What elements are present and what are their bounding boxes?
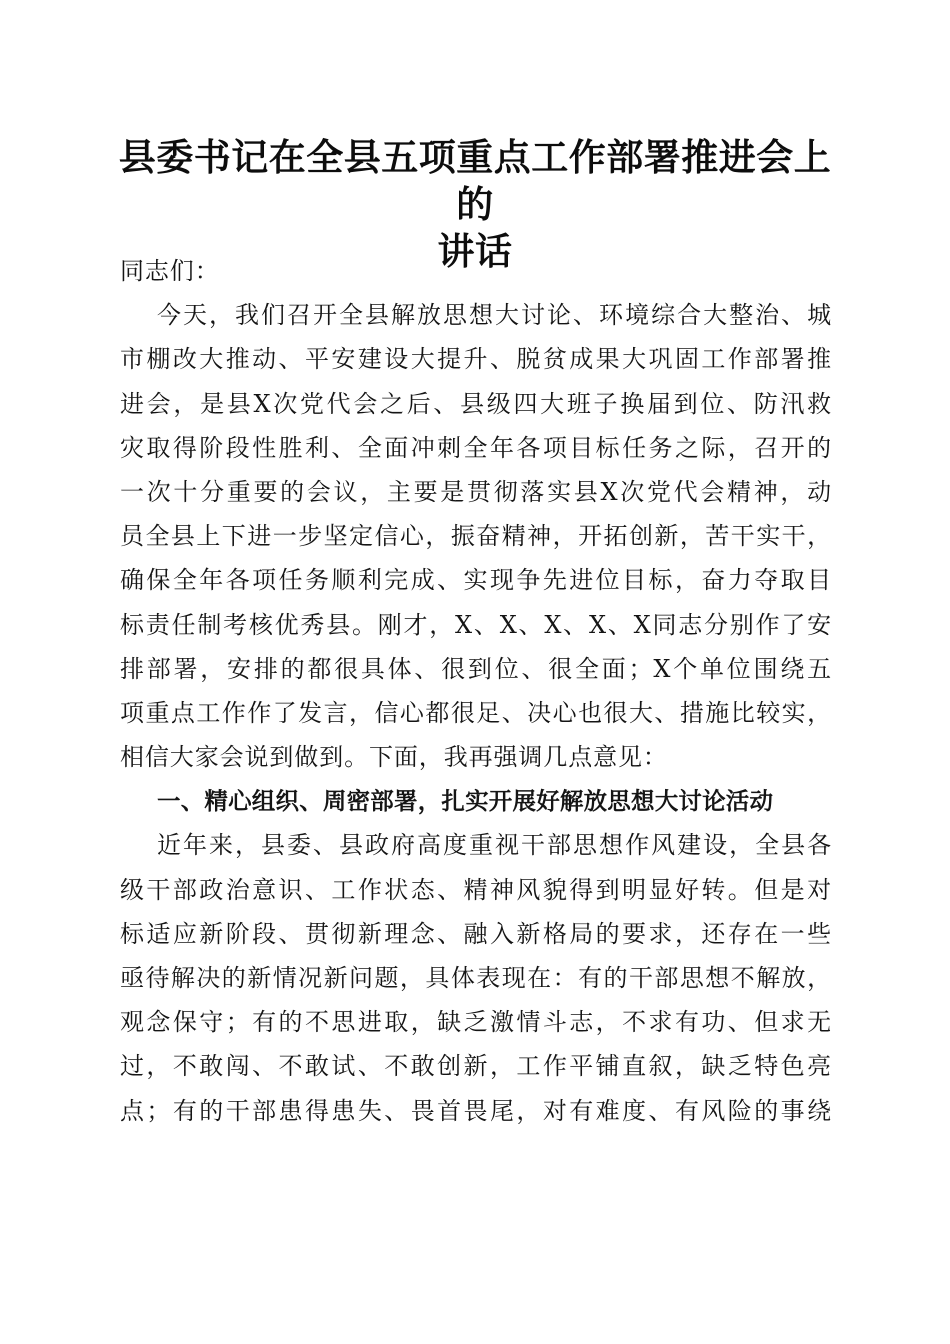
paragraph-line: 亟待解决的新情况新问题，具体表现在：有的干部思想不解放，	[120, 964, 832, 992]
paragraph-section-1	[120, 823, 832, 1132]
paragraph-line: 进会，是县X次党代会之后、县级四大班子换届到位、防汛救	[120, 389, 832, 418]
paragraph-line: 市棚改大推动、平安建设大提升、脱贫成果大巩固工作部署推	[120, 345, 832, 374]
paragraph-line: 点；有的干部患得患失、畏首畏尾，对有难度、有风险的事绕	[120, 1096, 832, 1125]
paragraph-intro	[120, 293, 832, 779]
title-line-2: 讲话	[437, 229, 513, 273]
title-line-1: 县委书记在全县五项重点工作部署推进会上的	[118, 135, 832, 226]
paragraph-line: 相信大家会说到做到。下面，我再强调几点意见：	[120, 743, 668, 772]
paragraph-line: 项重点工作作了发言，信心都很足、决心也很大、措施比较实，	[120, 698, 832, 727]
paragraph-line: 观念保守；有的不思进取，缺乏激情斗志，不求有功、但求无	[120, 1008, 832, 1037]
document-body	[120, 249, 832, 1133]
paragraph-line: 一次十分重要的会议，主要是贯彻落实县X次党代会精神，动	[120, 477, 832, 506]
paragraph-line: 员全县上下进一步坚定信心，振奋精神，开拓创新，苦干实干，	[120, 522, 832, 551]
paragraph-line: 今天，我们召开全县解放思想大讨论、环境综合大整治、城	[157, 301, 832, 330]
paragraph-line: 排部署，安排的都很具体、很到位、很全面；X个单位围绕五	[120, 654, 832, 683]
paragraph-line: 标适应新阶段、贯彻新理念、融入新格局的要求，还存在一些	[120, 919, 832, 948]
paragraph-line: 级干部政治意识、工作状态、精神风貌得到明显好转。但是对	[120, 875, 832, 904]
paragraph-line: 标责任制考核优秀县。刚才，X、X、X、X、X同志分别作了安	[120, 610, 832, 639]
paragraph-line: 灾取得阶段性胜利、全面冲刺全年各项目标任务之际，召开的	[120, 433, 832, 462]
salutation: 同志们：	[120, 257, 220, 285]
paragraph-line: 确保全年各项任务顺利完成、实现争先进位目标，奋力夺取目	[120, 566, 832, 595]
paragraph-line: 过，不敢闯、不敢试、不敢创新，工作平铺直叙，缺乏特色亮	[120, 1052, 832, 1081]
paragraph-line: 近年来，县委、县政府高度重视干部思想作风建设，全县各	[157, 831, 832, 860]
section-heading-1: 一、精心组织、周密部署，扎实开展好解放思想大讨论活动	[157, 787, 774, 816]
